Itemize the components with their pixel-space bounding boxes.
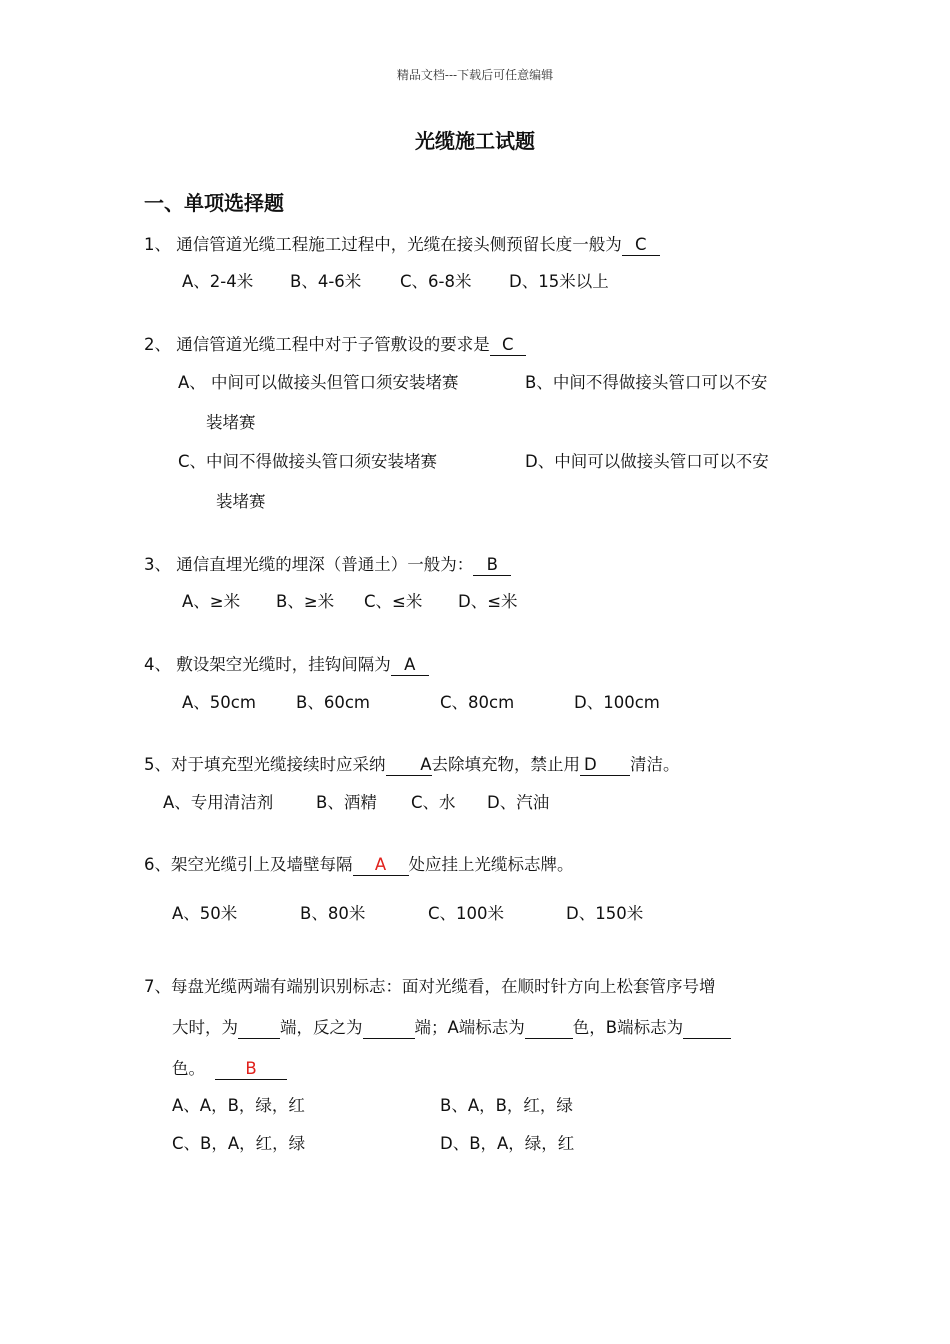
fill-blank (238, 1019, 280, 1039)
option-a: A、A，B，绿，红 (172, 1096, 305, 1115)
option-b: B、80米 (300, 904, 366, 923)
option-a: A、≥米 (182, 592, 241, 611)
question-text: 色，B端标志为 (572, 1018, 684, 1037)
option-b: B、中间不得做接头管口可以不安 (525, 373, 768, 392)
question-2 (144, 331, 526, 356)
option-a: A、50cm (182, 693, 256, 712)
option-d: D、150米 (566, 904, 644, 923)
option-a: A、 中间可以做接头但管口须安装堵赛 (178, 373, 459, 392)
question-text-mid: 去除填充物，禁止用 (431, 755, 580, 774)
option-a: A、50米 (172, 904, 238, 923)
option-b: B、≥米 (276, 592, 335, 611)
answer-blank: B (215, 1060, 287, 1080)
question-text: 大时，为 (172, 1018, 238, 1037)
option-b: B、4-6米 (290, 272, 362, 291)
option-c: C、水 (411, 793, 456, 812)
question-text: 1、 通信管道光缆工程施工过程中，光缆在接头侧预留长度一般为 (144, 235, 622, 254)
option-d: D、≤米 (458, 592, 518, 611)
answer-blank: C (622, 236, 660, 256)
option-c: C、100米 (428, 904, 505, 923)
answer-blank: C (490, 336, 526, 356)
option-b-continued: 装堵赛 (206, 413, 256, 432)
option-d: D、汽油 (487, 793, 550, 812)
fill-blank (525, 1019, 573, 1039)
question-5 (144, 751, 680, 776)
option-c: C、6-8米 (400, 272, 472, 291)
question-text: 4、 敷设架空光缆时，挂钩间隔为 (144, 655, 391, 674)
page-header: 精品文档---下载后可任意编辑 (396, 68, 554, 82)
question-6 (144, 851, 574, 876)
option-d-continued: 装堵赛 (216, 492, 266, 511)
question-7-line-2 (172, 1014, 731, 1039)
answer-blank-1: A (386, 756, 432, 776)
question-text: 5、对于填充型光缆接续时应采纳 (144, 755, 386, 774)
question-text: 端；A端标志为 (414, 1018, 525, 1037)
option-d: D、B，A，绿，红 (440, 1134, 575, 1153)
answer-blank-2: D (580, 756, 630, 776)
question-4 (144, 651, 429, 676)
question-text: 端，反之为 (280, 1018, 363, 1037)
question-3 (144, 551, 511, 576)
fill-blank (363, 1019, 415, 1039)
option-d: D、100cm (574, 693, 660, 712)
fill-blank (683, 1019, 731, 1039)
option-b: B、60cm (296, 693, 370, 712)
option-d: D、15米以上 (509, 272, 609, 291)
question-text-end: 处应挂上光缆标志牌。 (408, 855, 574, 874)
question-text: 3、 通信直埋光缆的埋深（普通土）一般为： (144, 555, 474, 574)
section-heading: 一、单项选择题 (144, 191, 284, 215)
question-7-line-3 (172, 1055, 287, 1080)
question-text: 6、架空光缆引上及墙壁每隔 (144, 855, 353, 874)
option-c: C、中间不得做接头管口须安装堵赛 (178, 452, 438, 471)
question-1 (144, 231, 660, 256)
option-c: C、80cm (440, 693, 515, 712)
option-c: C、B，A，红，绿 (172, 1134, 306, 1153)
question-text: 色。 (172, 1059, 205, 1078)
option-a: A、专用清洁剂 (163, 793, 274, 812)
page-title: 光缆施工试题 (415, 129, 535, 153)
question-text: 2、 通信管道光缆工程中对于子管敷设的要求是 (144, 335, 490, 354)
question-7: 7、每盘光缆两端有端别识别标志：面对光缆看，在顺时针方向上松套管序号增 (144, 977, 716, 996)
question-text-end: 清洁。 (630, 755, 680, 774)
option-a: A、2-4米 (182, 272, 254, 291)
answer-blank: A (391, 656, 429, 676)
answer-blank: B (473, 556, 511, 576)
option-b: B、酒精 (316, 793, 377, 812)
answer-blank: A (353, 856, 409, 876)
option-d: D、中间可以做接头管口可以不安 (525, 452, 769, 471)
option-b: B、A，B，红，绿 (440, 1096, 573, 1115)
option-c: C、≤米 (364, 592, 423, 611)
